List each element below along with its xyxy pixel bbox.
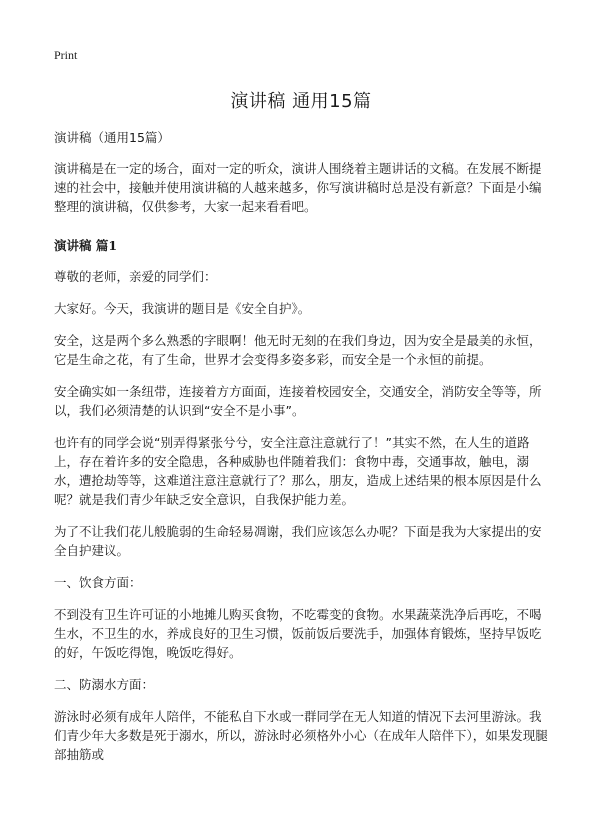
paragraph: 不到没有卫生许可证的小地摊儿购买食物，不吃霉变的食物。水果蔬菜洗净后再吃，不喝生水，不卫生的水，养成良好的卫生习惯，饭前饭后要洗手，加强体育锻炼，坚持早饭吃的好，午饭吃得饱，晚饭吃得好。 <box>54 606 542 660</box>
paragraph: 也许有的同学会说“别弄得紧张兮兮，安全注意注意就行了！”其实不然，在人生的道路上，存在着许多的安全隐患，各种威胁也伴随着我们：食物中毒，交通事故，触电，溺水，遭抢劫等等，这难道注意注意就行了？那么，朋友，造成上述结果的根本原因是什么呢？就是我们青少年缺乏安全意识，自我保护能力差。 <box>54 434 542 507</box>
paragraph: 安全，这是两个多么熟悉的字眼啊！他无时无刻的在我们身边，因为安全是最美的永恒，它是生命之花，有了生命，世界才会变得多姿多彩，而安全是一个永恒的前提。 <box>54 332 542 367</box>
paragraph: 游泳时必须有成年人陪伴，不能私自下水或一群同学在无人知道的情况下去河里游泳。我们青少年大多数是死于溺水，所以，游泳时必须格外小心（在成年人陪伴下），如果发现腿部抽筋或 <box>54 708 548 762</box>
paragraph: 安全确实如一条纽带，连接着方方面面，连接着校园安全，交通安全，消防安全等等，所以，我们必须清楚的认识到“安全不是小事”。 <box>54 383 542 418</box>
intro-paragraph: 演讲稿是在一定的场合，面对一定的听众，演讲人围绕着主题讲话的文稿。在发展不断提速的社会中，接触并使用演讲稿的人越来越多，你写演讲稿时总是没有新意？下面是小编整理的演讲稿，仅供参考，大家一起来看看吧。 <box>54 160 542 214</box>
subsection-heading: 二、防溺水方面： <box>54 676 155 692</box>
print-link[interactable]: Print <box>54 48 78 62</box>
article-body <box>54 267 548 764</box>
paragraph: 为了不让我们花儿般脆弱的生命轻易凋谢，我们应该怎么办呢？下面是我为大家提出的安全自护建议。 <box>54 523 542 558</box>
paragraph: 大家好。今天，我演讲的题目是《安全自护》。 <box>54 300 311 316</box>
page-title: 演讲稿 通用15篇 <box>230 91 372 112</box>
subsection-heading: 一、饮食方面： <box>54 574 142 590</box>
document-subtitle: 演讲稿（通用15篇） <box>54 129 170 145</box>
paragraph: 尊敬的老师，亲爱的同学们： <box>54 268 217 284</box>
section-heading: 演讲稿 篇1 <box>54 237 118 253</box>
